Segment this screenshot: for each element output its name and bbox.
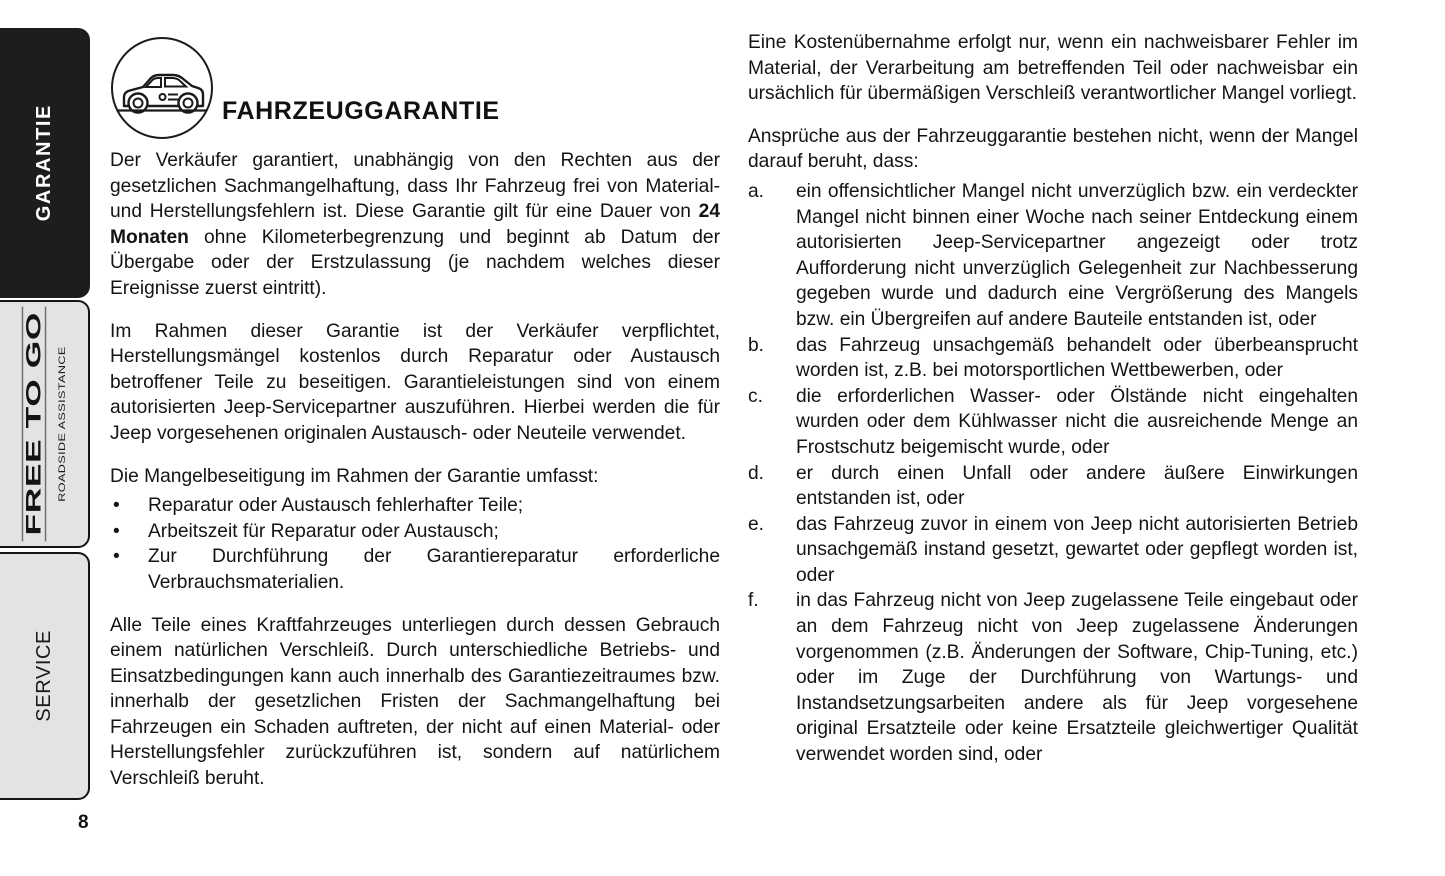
list-item xyxy=(748,512,1358,589)
list-item-text: die erforderlichen Wasser- oder Ölstände nicht eingehalten wurden oder dem Kühlwasser nicht die ausreichende Menge an Frostschutz beigemischt wurde, oder xyxy=(796,385,1358,458)
warranty-duration-value: 24 Monaten xyxy=(110,201,720,248)
list-item: • Zur Durchführung der Garantiereparatur erforderliche Verbrauchsmaterialien. xyxy=(110,544,720,595)
paragraph-natural-wear: Alle Teile eines Kraftfahrzeuges unterliegen durch dessen Gebrauch einem natürlichen Verschleiß. Durch unterschiedliche Betriebs- und Einsatzbedingungen kann auch innerhalb des Garantiezeitraumes bzw. innerhalb der gesetzlichen Fristen der Sachmangelhaftung bei Fahrzeugen ein Schaden auftreten, der nicht auf einen Material- oder Herstellungsfehler zurückzuführen ist, sondern auf natürlichem Verschleiß beruht. xyxy=(110,614,720,790)
paragraph-cost-coverage: Eine Kostenübernahme erfolgt nur, wenn ein nachweisbarer Fehler im Material, der Verarbeitung am betreffenden Teil oder nachweisbar ein ursächlich für übermäßigen Verschleiß verantwortlicher Mangel vorliegt. xyxy=(748,32,1358,105)
list-item xyxy=(748,588,1358,767)
exclusions-intro: Ansprüche aus der Fahrzeuggarantie bestehen nicht, wenn der Mangel darauf beruht, dass: xyxy=(748,125,1358,173)
car-icon xyxy=(110,36,214,140)
list-item-text: er durch einen Unfall oder andere äußere Einwirkungen entstanden ist, oder xyxy=(796,462,1358,510)
list-item xyxy=(748,179,1358,333)
list-item xyxy=(748,384,1358,461)
sidebar-tab-service[interactable] xyxy=(0,552,90,800)
sidebar-tabs xyxy=(0,0,92,876)
paragraph-text-part-2: ohne Kilometerbegrenzung und beginnt ab Datum der Übergabe oder der Erstzulassung (je nachdem welches dieser Ereignisse zuerst eintritt). xyxy=(110,226,720,299)
page-number: 8 xyxy=(78,812,89,833)
list-item-text: das Fahrzeug unsachgemäß behandelt oder überbeansprucht worden ist, z.B. bei motorsportlichen Wettbewerben, oder xyxy=(796,334,1358,382)
page-content xyxy=(110,0,1365,876)
paragraph-warranty-duration xyxy=(110,148,720,302)
list-item-marker: c. xyxy=(748,385,763,407)
free-to-go-logo xyxy=(17,312,69,536)
defect-removal-list xyxy=(110,493,720,595)
defect-removal-intro: Die Mangelbeseitigung im Rahmen der Garantie umfasst: xyxy=(110,465,599,487)
list-item-marker: d. xyxy=(748,462,765,484)
list-item xyxy=(748,461,1358,512)
list-item-text: das Fahrzeug zuvor in einem von Jeep nicht autorisierten Betrieb unsachgemäß instand gesetzt, gewartet oder gepflegt worden ist, oder xyxy=(796,513,1358,586)
exclusions-list xyxy=(748,179,1358,768)
list-item xyxy=(748,333,1358,384)
sidebar-tab-free-to-go[interactable] xyxy=(0,300,90,548)
sidebar-tab-garantie-label: GARANTIE xyxy=(32,104,55,222)
section-heading xyxy=(110,30,720,140)
paragraph-text-part-1: Der Verkäufer garantiert, unabhängig von den Rechten aus der gesetzlichen Sachmangelhaftung, dass Ihr Fahrzeug frei von Material- und Herstellungsfehlern ist. Diese Garantie gilt für eine Dauer von xyxy=(110,150,720,223)
list-item-text: ein offensichtlicher Mangel nicht unverzüglich bzw. ein verdeckter Mangel nicht binnen einer Woche nach seiner Entdeckung einem autorisierten Jeep-Servicepartner angezeigt oder trotz Aufforderung nicht unverzüglich Gelegenheit zur Nachbesserung gegeben wurde und dadurch eine Vergrößerung des Mangels bzw. ein Übergreifen auf andere Bauteile entstanden ist, oder xyxy=(796,180,1358,330)
sidebar-tab-free-to-go-label: FREE TO GO xyxy=(22,306,46,541)
list-item-marker: b. xyxy=(748,334,765,356)
list-item-marker: a. xyxy=(748,180,765,202)
list-item: • Arbeitszeit für Reparatur oder Austausch; xyxy=(110,519,720,545)
list-item-marker: e. xyxy=(748,513,765,535)
sidebar-tab-garantie[interactable] xyxy=(0,28,90,298)
right-column xyxy=(748,30,1358,768)
page-title: FAHRZEUGGARANTIE xyxy=(222,97,500,125)
list-item-marker: f. xyxy=(748,590,759,612)
left-column xyxy=(110,30,720,792)
list-item-text: in das Fahrzeug nicht von Jeep zugelassene Teile eingebaut oder an dem Fahrzeug nicht von Jeep zugelassene Änderungen vorgenommen (z.B. Änderungen der Software, Chip-Tuning, etc.) oder im Zuge der Durchführung von Wartungs- und Instandsetzungsarbeiten andere als für Jeep vorgesehene original Ersatzteile oder keine Ersatzteile gleichwertiger Qualität verwendet worden sind, oder xyxy=(796,590,1358,766)
list-item: • Reparatur oder Austausch fehlerhafter Teile; xyxy=(110,493,720,519)
paragraph-warranty-scope: Im Rahmen dieser Garantie ist der Verkäufer verpflichtet, Herstellungsmängel kostenlos durch Reparatur oder Austausch betroffener Teile zu beseitigen. Garantieleistungen sind von einem autorisierten Jeep-Servicepartner auszuführen. Hierbei werden die für Jeep vorgesehenen originalen Austausch- oder Neuteile verwendet. xyxy=(110,320,720,444)
sidebar-tab-free-to-go-sublabel: ROADSIDE ASSISTANCE xyxy=(56,346,68,502)
sidebar-tab-service-label: SERVICE xyxy=(32,630,55,722)
